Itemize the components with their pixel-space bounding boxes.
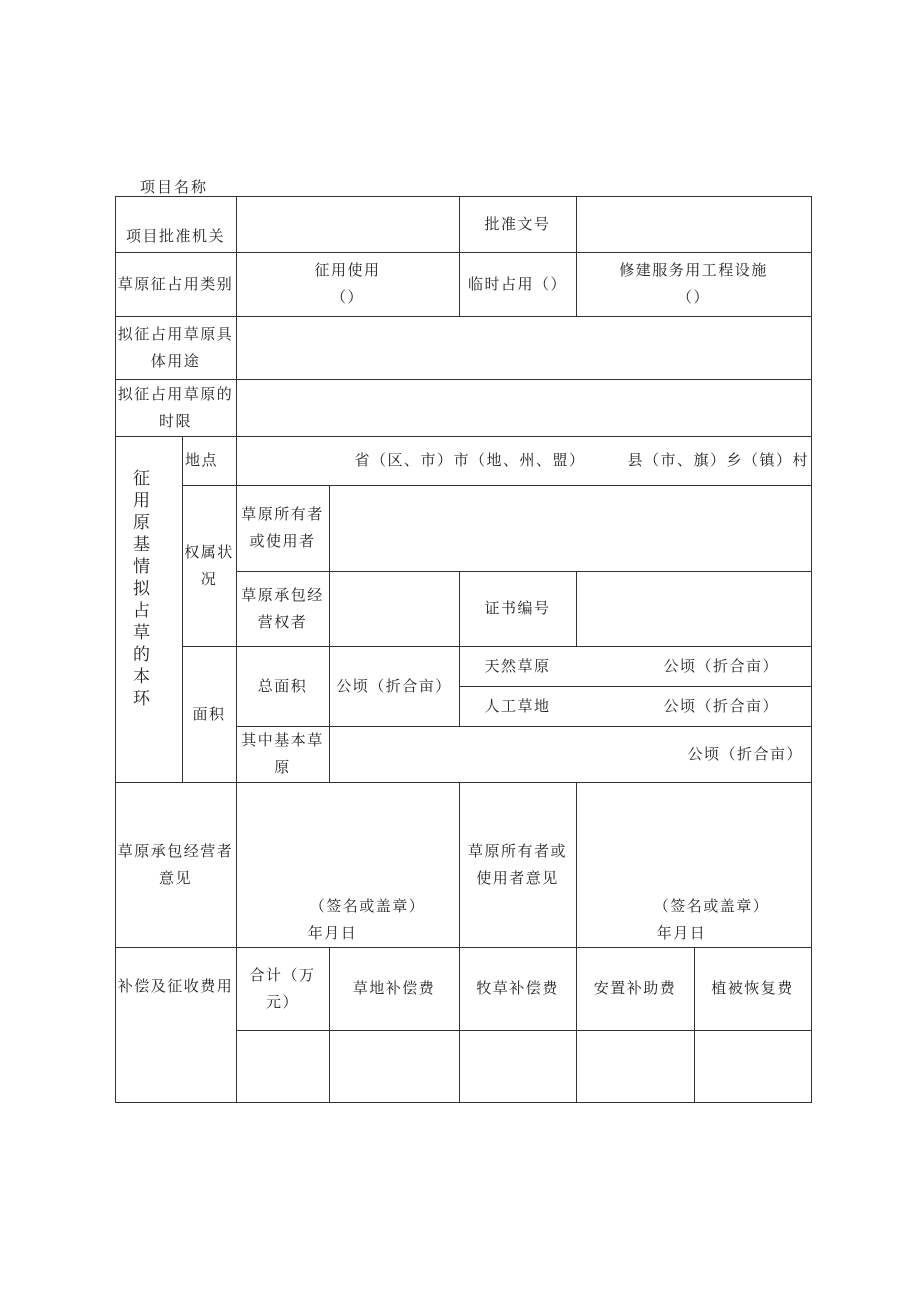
approval-doc-no-field[interactable] xyxy=(576,196,811,252)
occupation-type-label: 草原征占用类别 xyxy=(117,274,234,293)
certificate-no-field[interactable] xyxy=(576,571,811,646)
area-label: 面积 xyxy=(192,704,226,723)
fees-label: 补偿及征收费用 xyxy=(117,977,234,995)
ownership-label: 权属状 况 xyxy=(184,542,234,588)
basic-grassland-label: 其中基本草 原 xyxy=(241,731,324,776)
contractor-date: 年月日 xyxy=(307,924,358,942)
duration-field[interactable] xyxy=(236,379,811,436)
grassland-expropriation-form xyxy=(115,196,812,1103)
owner-field[interactable] xyxy=(329,485,811,571)
contractor-sign: （签名或盖章） xyxy=(309,897,426,915)
natural-grassland-field[interactable]: 公顷（折合亩） xyxy=(663,656,779,675)
forage-comp-header: 牧草补偿费 xyxy=(476,979,559,997)
project-name-label: 项目名称 xyxy=(140,178,209,196)
resettlement-field[interactable] xyxy=(576,1030,694,1102)
resettlement-header: 安置补助费 xyxy=(593,979,677,997)
specific-use-field[interactable] xyxy=(236,316,811,379)
location-label: 地点 xyxy=(185,451,219,469)
approval-authority-label: 项目批准机关 xyxy=(125,227,225,245)
fees-total-header: 合计（万 元） xyxy=(249,965,316,1011)
owner-sign: （签名或盖章） xyxy=(653,897,770,915)
contractor-field[interactable] xyxy=(329,571,459,646)
owner-label: 草原所有者 或使用者 xyxy=(241,505,324,550)
vegetation-restore-field[interactable] xyxy=(694,1030,811,1102)
service-facilities-option[interactable]: 修建服务用工程设施 （） xyxy=(619,261,768,306)
artificial-grassland-field[interactable]: 公顷（折合亩） xyxy=(663,696,779,715)
grassland-comp-header: 草地补偿费 xyxy=(352,979,436,997)
owner-opinion-field[interactable] xyxy=(576,782,811,947)
owner-opinion-label: 草原所有者或 使用者意见 xyxy=(467,841,567,887)
artificial-grassland-label: 人工草地 xyxy=(484,696,551,715)
forage-comp-field[interactable] xyxy=(459,1030,576,1102)
expropriation-option[interactable]: 征用使用 （） xyxy=(314,261,381,306)
specific-use-label: 拟征占用草原具 体用途 xyxy=(117,324,234,370)
fees-total-field[interactable] xyxy=(236,1030,329,1102)
vegetation-restore-header: 植被恢复费 xyxy=(711,979,794,997)
contractor-opinion-label: 草原承包经营者 意见 xyxy=(117,841,234,887)
basic-grassland-field[interactable]: 公顷（折合亩） xyxy=(687,744,803,763)
natural-grassland-label: 天然草原 xyxy=(484,656,551,675)
grassland-comp-field[interactable] xyxy=(329,1030,459,1102)
border-right xyxy=(811,196,812,1103)
duration-label: 拟征占用草原的 时限 xyxy=(117,384,234,430)
temporary-occupation-option[interactable]: 临时占用（） xyxy=(467,274,567,293)
border-bottom xyxy=(115,1102,812,1103)
approval-authority-field[interactable] xyxy=(236,196,459,252)
certificate-no-label: 证书编号 xyxy=(484,599,551,617)
total-area-label: 总面积 xyxy=(257,676,308,695)
basic-info-vertical-title: 征 用 原 基 情 拟 占 草 的 本 环 xyxy=(133,469,150,709)
contractor-opinion-field[interactable] xyxy=(236,782,459,947)
contractor-label: 草原承包经 营权者 xyxy=(241,585,324,631)
location-field[interactable]: 省（区、市）市（地、州、盟） 县（市、旗）乡（镇）村 xyxy=(354,451,809,469)
owner-date: 年月日 xyxy=(656,924,707,942)
total-area-field[interactable]: 公顷（折合亩） xyxy=(336,676,452,695)
approval-doc-no-label: 批准文号 xyxy=(484,214,551,233)
